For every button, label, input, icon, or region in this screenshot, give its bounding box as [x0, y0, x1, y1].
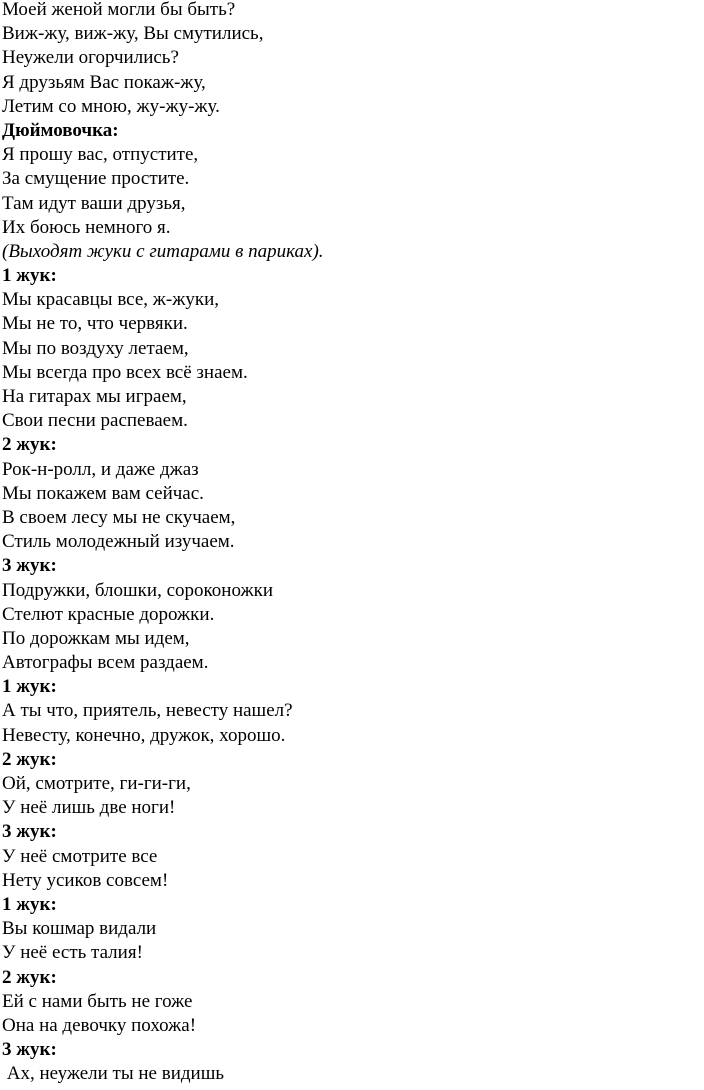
speaker-name: 3 жук: [2, 555, 57, 577]
verse-line: По дорожкам мы идем, [2, 627, 190, 649]
speaker-name: 3 жук: [2, 821, 57, 843]
verse-line: На гитарах мы играем, [2, 386, 187, 407]
verse-line: Нету усиков совсем! [2, 869, 169, 891]
verse-line: Я друзьям Вас покаж-жу, [2, 71, 206, 93]
verse-line: Ой, смотрите, ги-ги-ги, [2, 773, 191, 794]
verse-line: Там идут ваши друзья, [2, 192, 186, 214]
verse-line: Моей женой могли бы быть? [2, 0, 236, 20]
verse-line: А ты что, приятель, невесту нашел? [2, 700, 293, 722]
verse-line: Летим со мною, жу-жу-жу. [2, 95, 220, 117]
verse-line: Ей с нами быть не гоже [2, 990, 193, 1012]
speaker-name: 1 жук: [2, 893, 57, 915]
verse-line: Стиль молодежный изучаем. [2, 531, 235, 553]
stage-direction: (Выходят жуки с гитарами в париках). [2, 240, 324, 262]
verse-line: Свои песни распеваем. [2, 410, 188, 432]
speaker-name: 1 жук: [2, 265, 57, 287]
verse-line: Стелют красные дорожки. [2, 603, 215, 625]
verse-line: Виж-жу, виж-жу, Вы смутились, [2, 23, 264, 45]
script-text [2, 0, 702, 1086]
verse-line: У неё лишь две ноги! [2, 797, 176, 819]
verse-line: У неё есть талия! [2, 942, 143, 964]
verse-line: Мы всегда про всех всё знаем. [2, 361, 248, 383]
speaker-name: 2 жук: [2, 966, 57, 988]
speaker-name: 3 жук: [2, 1039, 57, 1061]
verse-line: Рок-н-ролл, и даже джаз [2, 458, 199, 480]
verse-line: За смущение простите. [2, 168, 190, 190]
speaker-name: 1 жук: [2, 676, 57, 698]
verse-line: Мы не то, что червяки. [2, 313, 188, 335]
speaker-name: 2 жук: [2, 748, 57, 770]
verse-line: Неужели огорчились? [2, 47, 179, 69]
verse-line: Подружки, блошки, сороконожки [2, 579, 273, 601]
verse-line: Вы кошмар видали [2, 918, 157, 940]
verse-line: Я прошу вас, отпустите, [2, 144, 199, 166]
verse-line: Невесту, конечно, дружок, хорошо. [2, 724, 286, 746]
speaker-name: 2 жук: [2, 434, 57, 456]
verse-line: Автографы всем раздаем. [2, 652, 209, 674]
verse-line: У неё смотрите все [2, 845, 158, 867]
verse-line: Мы по воздуху летаем, [2, 337, 189, 359]
verse-line: В своем лесу мы не скучаем, [2, 506, 236, 528]
verse-line: Она на девочку похожа! [2, 1014, 197, 1036]
verse-line: Их боюсь немного я. [2, 216, 171, 238]
verse-line: Ах, неужели ты не видишь [2, 1063, 224, 1085]
speaker-name: Дюймовочка: [2, 119, 119, 141]
verse-line: Мы покажем вам сейчас. [2, 482, 204, 504]
verse-line: Мы красавцы все, ж-жуки, [2, 289, 220, 311]
